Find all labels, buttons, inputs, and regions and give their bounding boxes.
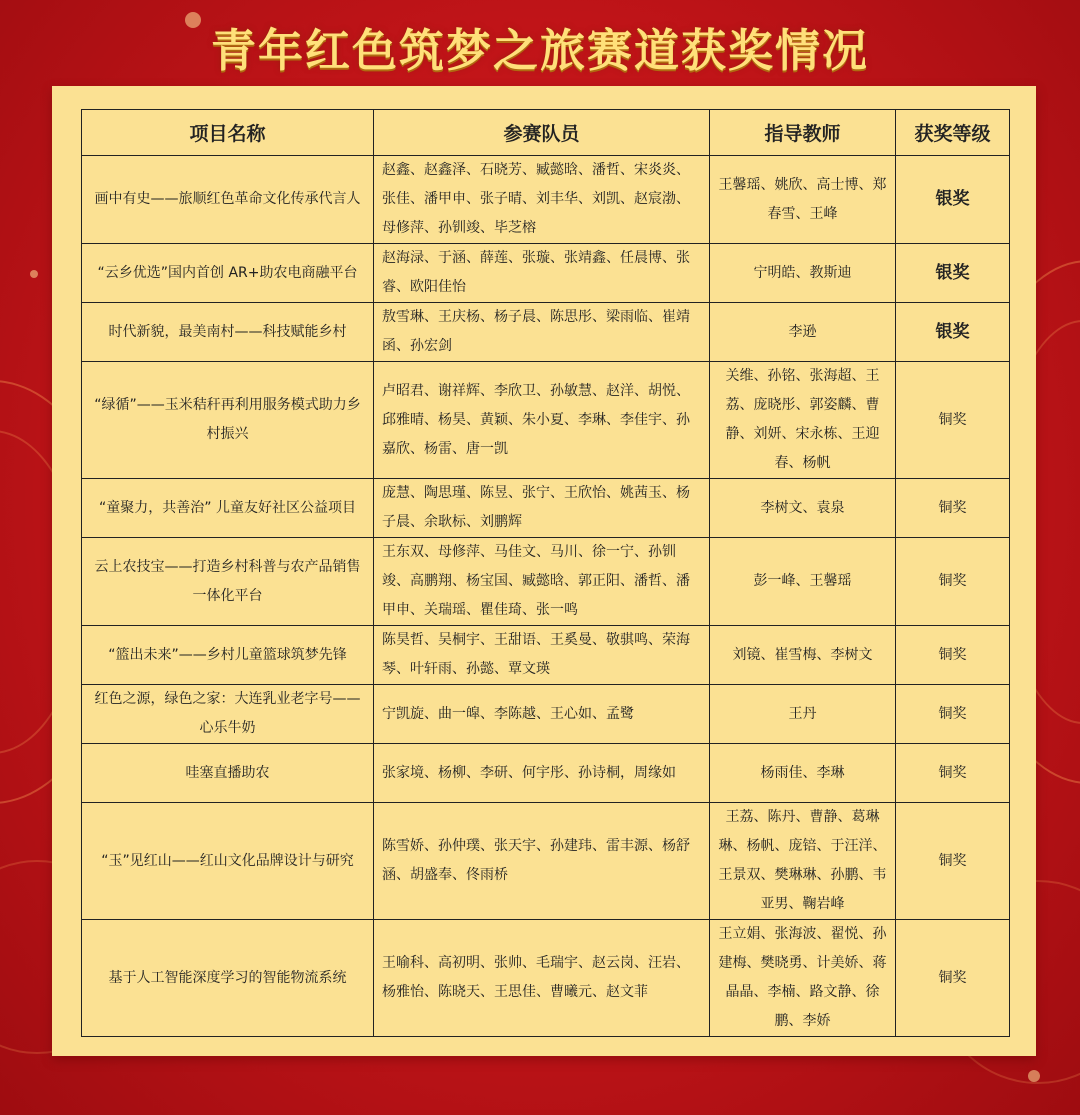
- advisors-cell: 关维、孙铭、张海超、王荔、庞晓彤、郭姿麟、曹静、刘妍、宋永栋、王迎春、杨帆: [710, 362, 896, 479]
- advisors-cell: 宁明皓、教斯迪: [710, 244, 896, 303]
- team-members-cell: 宁凯旋、曲一皡、李陈越、王心如、孟鹭: [374, 685, 710, 744]
- advisors-cell: 王丹: [710, 685, 896, 744]
- advisors-cell: 李逊: [710, 303, 896, 362]
- table-row: [82, 744, 1010, 803]
- project-name-cell: “绿循”——玉米秸秆再利用服务模式助力乡村振兴: [82, 362, 374, 479]
- project-name-cell: “云乡优选”国内首创 AR+助农电商融平台: [82, 244, 374, 303]
- team-members-cell: 卢昭君、谢祥辉、李欣卫、孙敏慧、赵洋、胡悦、邱雅晴、杨昊、黄颖、朱小夏、李琳、李佳宇、孙嘉欣、杨雷、唐一凯: [374, 362, 710, 479]
- team-members-cell: 王东双、母修萍、马佳文、马川、徐一宁、孙钏竣、高鹏翔、杨宝国、臧懿晗、郭正阳、潘哲、潘甲申、关瑞瑶、瞿佳琦、张一鸣: [374, 538, 710, 626]
- table-row: [82, 479, 1010, 538]
- table-row: [82, 538, 1010, 626]
- team-members-cell: 张家境、杨柳、李研、何宇彤、孙诗桐，周缘如: [374, 744, 710, 803]
- award-level-cell: 铜奖: [896, 685, 1010, 744]
- project-name-cell: “篮出未来”——乡村儿童篮球筑梦先锋: [82, 626, 374, 685]
- table-row: [82, 803, 1010, 920]
- table-row: [82, 156, 1010, 244]
- table-header-row: [82, 110, 1010, 156]
- header-project-name: 项目名称: [82, 110, 374, 156]
- table-row: [82, 303, 1010, 362]
- advisors-cell: 彭一峰、王馨瑶: [710, 538, 896, 626]
- team-members-cell: 王喻科、高初明、张帅、毛瑞宇、赵云岗、汪岩、杨雅怡、陈晓天、王思佳、曹曦元、赵文菲: [374, 920, 710, 1037]
- project-name-cell: 红色之源，绿色之家：大连乳业老字号——心乐牛奶: [82, 685, 374, 744]
- team-members-cell: 敖雪琳、王庆杨、杨子晨、陈思彤、梁雨临、崔靖函、孙宏剑: [374, 303, 710, 362]
- project-name-cell: 画中有史——旅顺红色革命文化传承代言人: [82, 156, 374, 244]
- project-name-cell: 基于人工智能深度学习的智能物流系统: [82, 920, 374, 1037]
- project-name-cell: 时代新貌，最美南村——科技赋能乡村: [82, 303, 374, 362]
- team-members-cell: 陈昊哲、吴桐宇、王甜语、王奚曼、敬骐鸣、荣海琴、叶轩雨、孙懿、覃文瑛: [374, 626, 710, 685]
- award-level-cell: 铜奖: [896, 479, 1010, 538]
- awards-table: [81, 109, 1010, 1037]
- award-level-cell: 铜奖: [896, 362, 1010, 479]
- award-level-cell: 铜奖: [896, 626, 1010, 685]
- header-advisors: 指导教师: [710, 110, 896, 156]
- table-row: [82, 362, 1010, 479]
- table-row: [82, 920, 1010, 1037]
- project-name-cell: “玉”见红山——红山文化品牌设计与研究: [82, 803, 374, 920]
- advisors-cell: 刘镜、崔雪梅、李树文: [710, 626, 896, 685]
- award-level-cell: 铜奖: [896, 744, 1010, 803]
- results-panel: [52, 86, 1036, 1056]
- team-members-cell: 赵鑫、赵鑫泽、石晓芳、臧懿晗、潘哲、宋炎炎、张佳、潘甲申、张子晴、刘丰华、刘凯、赵宸渤、母修萍、孙钏竣、毕芝榕: [374, 156, 710, 244]
- header-award-level: 获奖等级: [896, 110, 1010, 156]
- advisors-cell: 王立娟、张海波、翟悦、孙建梅、樊晓勇、计美娇、蒋晶晶、李楠、路文静、徐鹏、李娇: [710, 920, 896, 1037]
- project-name-cell: “童聚力，共善治” 儿童友好社区公益项目: [82, 479, 374, 538]
- header-team-members: 参赛队员: [374, 110, 710, 156]
- table-row: [82, 626, 1010, 685]
- award-level-cell: 铜奖: [896, 538, 1010, 626]
- advisors-cell: 王馨瑶、姚欣、高士博、郑春雪、王峰: [710, 156, 896, 244]
- sparkle-dot: [30, 270, 38, 278]
- award-level-cell: 银奖: [896, 244, 1010, 303]
- advisors-cell: 李树文、袁泉: [710, 479, 896, 538]
- award-level-cell: 银奖: [896, 303, 1010, 362]
- advisors-cell: 王荔、陈丹、曹静、葛琳琳、杨帆、庞锫、于汪洋、王景双、樊琳琳、孙鹏、韦亚男、鞠岩峰: [710, 803, 896, 920]
- award-level-cell: 铜奖: [896, 920, 1010, 1037]
- team-members-cell: 赵海渌、于涵、薛莲、张璇、张靖鑫、任晨博、张睿、欧阳佳怡: [374, 244, 710, 303]
- project-name-cell: 云上农技宝——打造乡村科普与农产品销售一体化平台: [82, 538, 374, 626]
- table-row: [82, 685, 1010, 744]
- award-level-cell: 银奖: [896, 156, 1010, 244]
- team-members-cell: 陈雪娇、孙仲璞、张天宇、孙建玮、雷丰源、杨舒涵、胡盛奉、佟雨桥: [374, 803, 710, 920]
- sparkle-dot: [1028, 1070, 1040, 1082]
- award-level-cell: 铜奖: [896, 803, 1010, 920]
- table-row: [82, 244, 1010, 303]
- team-members-cell: 庞慧、陶思瑾、陈昱、张宁、王欣怡、姚茜玉、杨子晨、余耿标、刘鹏辉: [374, 479, 710, 538]
- advisors-cell: 杨雨佳、李琳: [710, 744, 896, 803]
- page-title: 青年红色筑梦之旅赛道获奖情况: [210, 24, 869, 77]
- project-name-cell: 哇塞直播助农: [82, 744, 374, 803]
